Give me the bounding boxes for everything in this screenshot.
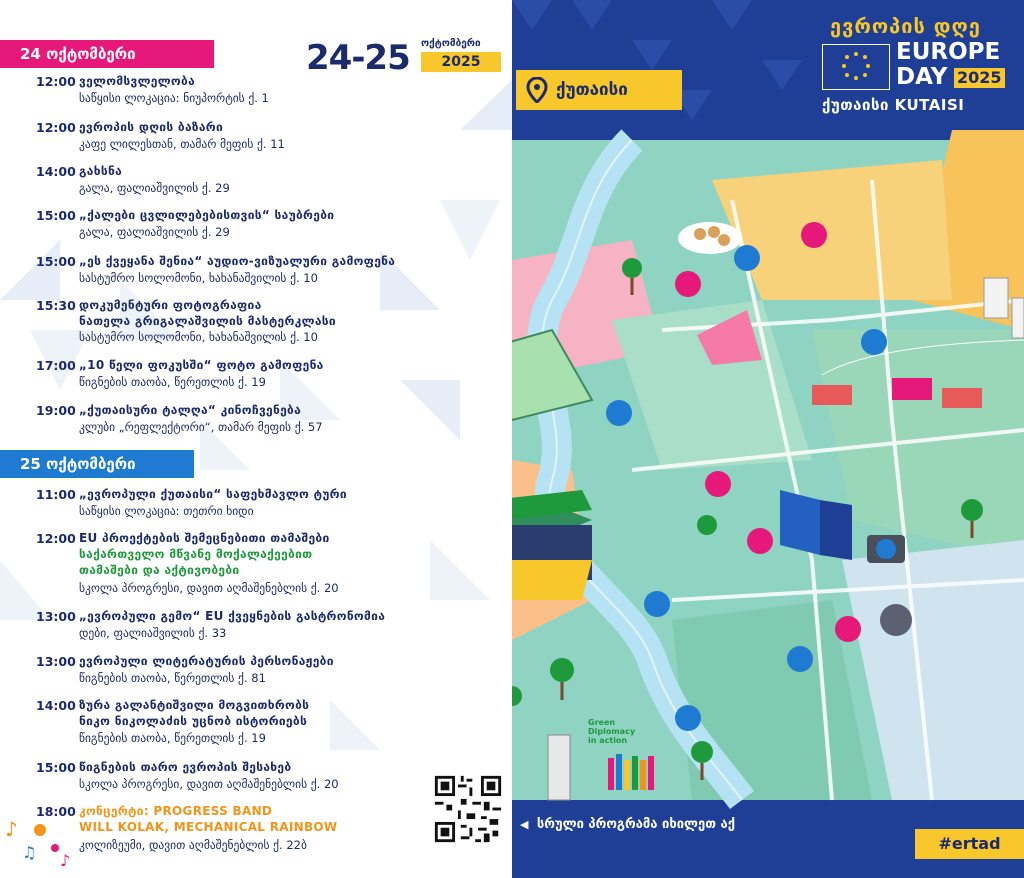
event-title: გახსნა (79, 164, 123, 178)
event-location: საწყისი ლოკაცია: ნიუპორტის ქ. 1 (79, 91, 269, 105)
event-title: ზურა გალანტიშვილი მოგვითხრობს (79, 698, 310, 712)
event-location: კლუბი „რეფლექტორი“, თამარ მეფის ქ. 57 (79, 420, 323, 434)
event-location: დები, ფალიაშვილის ქ. 33 (79, 626, 227, 640)
program-link-label: სრული პროგრამა იხილეთ აქ (536, 817, 735, 832)
event-location: კაფე ლილესთან, თამარ მეფის ქ. 11 (79, 137, 285, 151)
brand-title-day: DAY (896, 64, 948, 90)
event-time: 14:00 (36, 698, 76, 713)
event-title: „ევროპული ქუთაისი“ საფეხმავლო ტური (79, 487, 347, 501)
hashtag-badge: #ertad (915, 829, 1024, 859)
event-time: 12:00 (36, 531, 76, 546)
event-title: „ეს ქვეყანა შენია“ აუდიო-ვიზუალური გამოფენა (79, 254, 396, 268)
svg-text:♫: ♫ (22, 843, 37, 862)
brand-title-ka: ევროპის დღე (830, 14, 981, 38)
event-location: გალა, ფალიაშვილის ქ. 29 (79, 225, 230, 239)
event-time: 11:00 (36, 487, 76, 502)
event-location: წიგნების თაობა, წერეთლის ქ. 19 (79, 731, 266, 745)
event-title: EU პროექტების შემეცნებითი თამაშები (79, 531, 330, 545)
city-name: ქუთაისი (556, 80, 628, 100)
event-title: დოკუმენტური ფოტოგრაფია (79, 298, 262, 312)
event-time: 12:00 (36, 74, 76, 89)
event-location: სასტუმრო სოლომონი, ხახანაშვილის ქ. 10 (79, 330, 318, 344)
city-label (516, 70, 682, 110)
event-year: 2025 (421, 52, 501, 72)
event-time: 18:00 (36, 804, 76, 819)
event-location: გალა, ფალიაშვილის ქ. 29 (79, 181, 230, 195)
event-time: 15:00 (36, 760, 76, 775)
event-time: 15:00 (36, 254, 76, 269)
svg-text:♪: ♪ (5, 817, 18, 841)
brand-city: ქუთაისი KUTAISI (822, 96, 965, 114)
day1-header: 24 ოქტომბერი (0, 40, 214, 68)
event-time: 13:00 (36, 654, 76, 669)
city-map (512, 0, 1024, 878)
event-dates: 24-25 (306, 38, 410, 78)
event-location: სკოლა პროგრესი, დავით აღმაშენებლის ქ. 20 (79, 581, 339, 595)
brand-year: 2025 (954, 68, 1005, 88)
event-location: სასტუმრო სოლომონი, ხახანაშვილის ქ. 10 (79, 271, 318, 285)
event-location: საწყისი ლოკაცია: თეთრი ხიდი (79, 504, 254, 518)
location-pin-icon (526, 77, 548, 103)
event-time: 13:00 (36, 609, 76, 624)
event-title: ველომსვლელობა (79, 74, 196, 88)
event-location: სკოლა პროგრესი, დავით აღმაშენებლის ქ. 20 (79, 777, 339, 791)
brand-title-en: EUROPE (896, 39, 1001, 65)
event-location: კოლიზეუმი, დავით აღმაშენებლის ქ. 22ბ (79, 838, 307, 852)
event-title: წიგნების თარო ევროპის შესახებ (79, 760, 292, 774)
arrow-left-icon: ◀ (520, 818, 533, 831)
event-title-line2: WILL KOLAK, MECHANICAL RAINBOW (79, 820, 338, 834)
event-title: „ქუთაისური ტალღა“ კინოჩვენება (79, 403, 302, 417)
event-title: „ქალები ცვლილებებისთვის“ საუბრები (79, 208, 335, 222)
event-title-line2: ნათელა გრიგალაშვილის მასტერკლასი (79, 314, 336, 328)
event-title: „ევროპული გემო“ EU ქვეყნების გასტრონომია (79, 609, 386, 623)
event-title: ევროპის დღის ბაზარი (79, 120, 224, 134)
event-location: წიგნების თაობა, წერეთლის ქ. 81 (79, 671, 266, 685)
stage-illustration (512, 490, 592, 600)
event-month: ოქტომბერი (421, 38, 481, 49)
day2-header: 25 ოქტომბერი (0, 450, 194, 478)
qr-code[interactable] (432, 773, 504, 845)
event-time: 19:00 (36, 403, 76, 418)
event-title: ევროპული ლიტერატურის პერსონაჟები (79, 654, 334, 668)
event-time: 17:00 (36, 358, 76, 373)
event-time: 15:30 (36, 298, 76, 313)
event-time: 15:00 (36, 208, 76, 223)
event-title: „10 წელი ფოკუსში“ ფოტო გამოფენა (79, 358, 324, 372)
program-link[interactable] (520, 817, 735, 832)
event-time: 14:00 (36, 164, 76, 179)
event-title-green-line2: თამაშები და აქტივობები (79, 563, 240, 577)
eu-stars-decoration (822, 44, 890, 90)
event-title-line2: ნიკო ნიკოლაძის უცნობ ისტორიებს (79, 714, 308, 728)
event-title: კონცერტი: PROGRESS BAND (79, 804, 273, 818)
event-time: 12:00 (36, 120, 76, 135)
event-title-green: საქართველო მწვანე მოქალაქეებით (79, 547, 313, 561)
svg-text:♪: ♪ (60, 851, 71, 870)
green-diplomacy-label: Green Diplomacy in action (588, 718, 636, 745)
map-panel (512, 0, 1024, 878)
event-location: წიგნების თაობა, წერეთლის ქ. 19 (79, 375, 266, 389)
